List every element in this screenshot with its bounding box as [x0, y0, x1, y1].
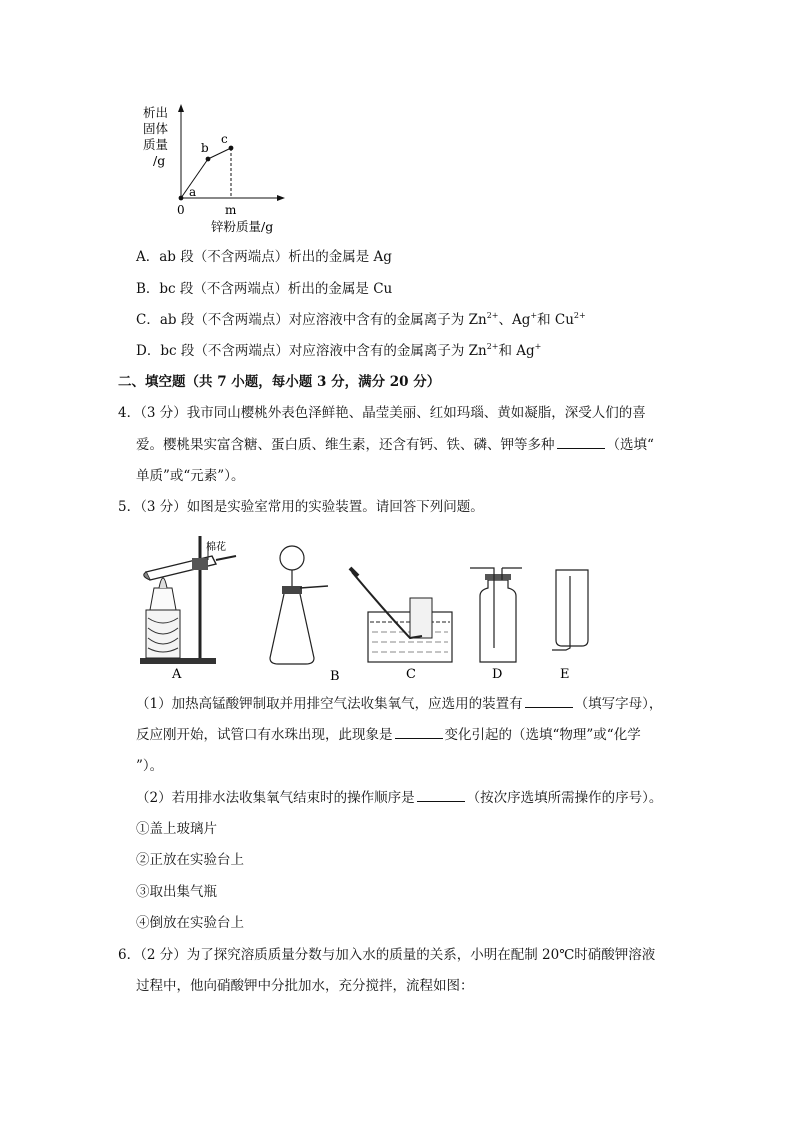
option-d-sup1: 2+	[486, 341, 499, 351]
q5-sub2-blank[interactable]	[417, 789, 465, 802]
q5-sub1-b: （填写字母），	[574, 696, 663, 712]
label-c: C	[406, 667, 416, 682]
q5-sub2-a: （2）若用排水法收集氧气结束时的操作顺序是	[136, 790, 415, 806]
q4-answer-blank[interactable]	[557, 436, 605, 449]
q5-step-2: ②正放在实验台上	[136, 852, 244, 868]
alcohol-lamp	[150, 588, 176, 610]
section-heading: 二、填空题（共 7 小题，每小题 3 分，满分 20 分）	[118, 374, 441, 390]
point-b	[206, 157, 211, 162]
option-c-mid1: 、Ag	[498, 312, 531, 328]
q5-sub1-a: （1）加热高锰酸钾制取并用排空气法收集氧气，应选用的装置有	[136, 696, 523, 712]
clamp	[192, 558, 208, 570]
apparatus-svg	[132, 528, 602, 686]
apparatus-d	[470, 568, 522, 682]
x-axis-arrow	[277, 195, 285, 201]
y-axis-arrow	[178, 104, 184, 112]
apparatus-c	[350, 568, 452, 682]
apparatus-b	[270, 546, 340, 684]
q5-sub1-c: 反应刚开始，试管口有水珠出现，此现象是	[136, 727, 393, 743]
cotton-label: 棉花	[206, 542, 226, 553]
option-c	[136, 311, 586, 329]
point-c	[229, 146, 234, 151]
q6-line-1: 6．（2 分）为了探究溶质质量分数与加入水的质量的关系，小明在配制 20℃时硝酸钾溶液	[118, 947, 656, 963]
q5-step-1: ①盖上玻璃片	[136, 821, 217, 837]
q5-sub1-line-2	[136, 726, 641, 744]
option-c-sup3: 2+	[573, 310, 586, 320]
y-label-line-2: 固体	[143, 121, 169, 136]
q5-sub1-line-1	[136, 695, 662, 713]
flame-icon	[159, 578, 167, 588]
q5-sub1-blank-1[interactable]	[525, 695, 573, 708]
option-c-sup1: 2+	[486, 310, 499, 320]
conical-flask	[270, 594, 314, 664]
y-label-line-1: 析出	[143, 105, 169, 120]
gas-jar	[410, 598, 432, 638]
option-b-text: B．bc 段（不含两端点）析出的金属是 Cu	[136, 281, 393, 297]
q5-line-1: 5．（3 分）如图是实验室常用的实验装置。请回答下列问题。	[118, 499, 484, 515]
q6-line-2: 过程中，他向硝酸钾中分批加水，充分搅拌，流程如图：	[136, 978, 474, 994]
label-a: a	[189, 185, 197, 199]
segment-bc	[208, 148, 231, 159]
apparatus-a	[140, 536, 236, 682]
label-a: A	[172, 667, 182, 682]
graph-svg	[135, 98, 295, 238]
label-d: D	[492, 667, 503, 682]
q5-sub1-d: 变化引起的（选填“物理”或“化学	[444, 727, 641, 743]
y-label-line-4: /g	[153, 153, 166, 168]
delivery-tube	[216, 556, 236, 560]
label-e: E	[560, 667, 570, 682]
q5-step-3: ③取出集气瓶	[136, 884, 217, 900]
option-c-sup2: +	[530, 310, 538, 320]
gas-bottle-d	[480, 580, 516, 662]
inverted-bottle-e	[556, 570, 588, 646]
zinc-mass-graph	[135, 98, 295, 238]
q4-line-2b: （选填“	[606, 437, 654, 453]
option-d-sup2: +	[534, 341, 542, 351]
q4-line-2	[136, 436, 654, 454]
label-c: c	[221, 132, 228, 146]
q5-sub1-line-3: ”）。	[136, 758, 164, 774]
label-b: b	[201, 141, 209, 155]
option-a	[136, 248, 392, 266]
outlet-tube	[300, 586, 328, 588]
option-d-text: D．bc 段（不含两端点）对应溶液中含有的金属离子为 Zn	[136, 343, 487, 359]
option-c-mid2: 和 Cu	[537, 312, 574, 328]
x-axis-label: 锌粉质量/g	[211, 219, 274, 234]
option-a-text: A．ab 段（不含两端点）析出的金属是 Ag	[136, 249, 392, 265]
label-b: B	[330, 669, 340, 684]
stand-base	[140, 658, 216, 664]
q4-line-1: 4．（3 分）我市同山樱桃外表色泽鲜艳、晶莹美丽、红如玛瑙、黄如凝脂，深受人们的喜	[118, 405, 646, 421]
option-c-text: C．ab 段（不含两端点）对应溶液中含有的金属离子为 Zn	[136, 312, 487, 328]
funnel-bulb	[280, 546, 304, 570]
stopper	[282, 586, 302, 594]
apparatus-figure	[132, 528, 602, 686]
x-tick-m: m	[225, 203, 237, 217]
option-d	[136, 342, 541, 360]
origin-label: 0	[177, 203, 185, 217]
q5-sub2-line	[136, 789, 662, 807]
q4-line-2a: 爱。樱桃果实富含糖、蛋白质、维生素，还含有钙、铁、磷、钾等多种	[136, 437, 555, 453]
y-label-line-3: 质量	[143, 137, 169, 152]
q5-sub2-b: （按次序选填所需操作的序号）。	[466, 790, 663, 806]
q5-step-4: ④倒放在实验台上	[136, 915, 244, 931]
apparatus-e	[552, 570, 588, 682]
q4-line-3: 单质”或“元素”）。	[136, 468, 245, 484]
point-a	[179, 196, 184, 201]
option-d-mid1: 和 Ag	[498, 343, 535, 359]
q5-sub1-blank-2[interactable]	[395, 726, 443, 739]
option-b	[136, 280, 392, 298]
